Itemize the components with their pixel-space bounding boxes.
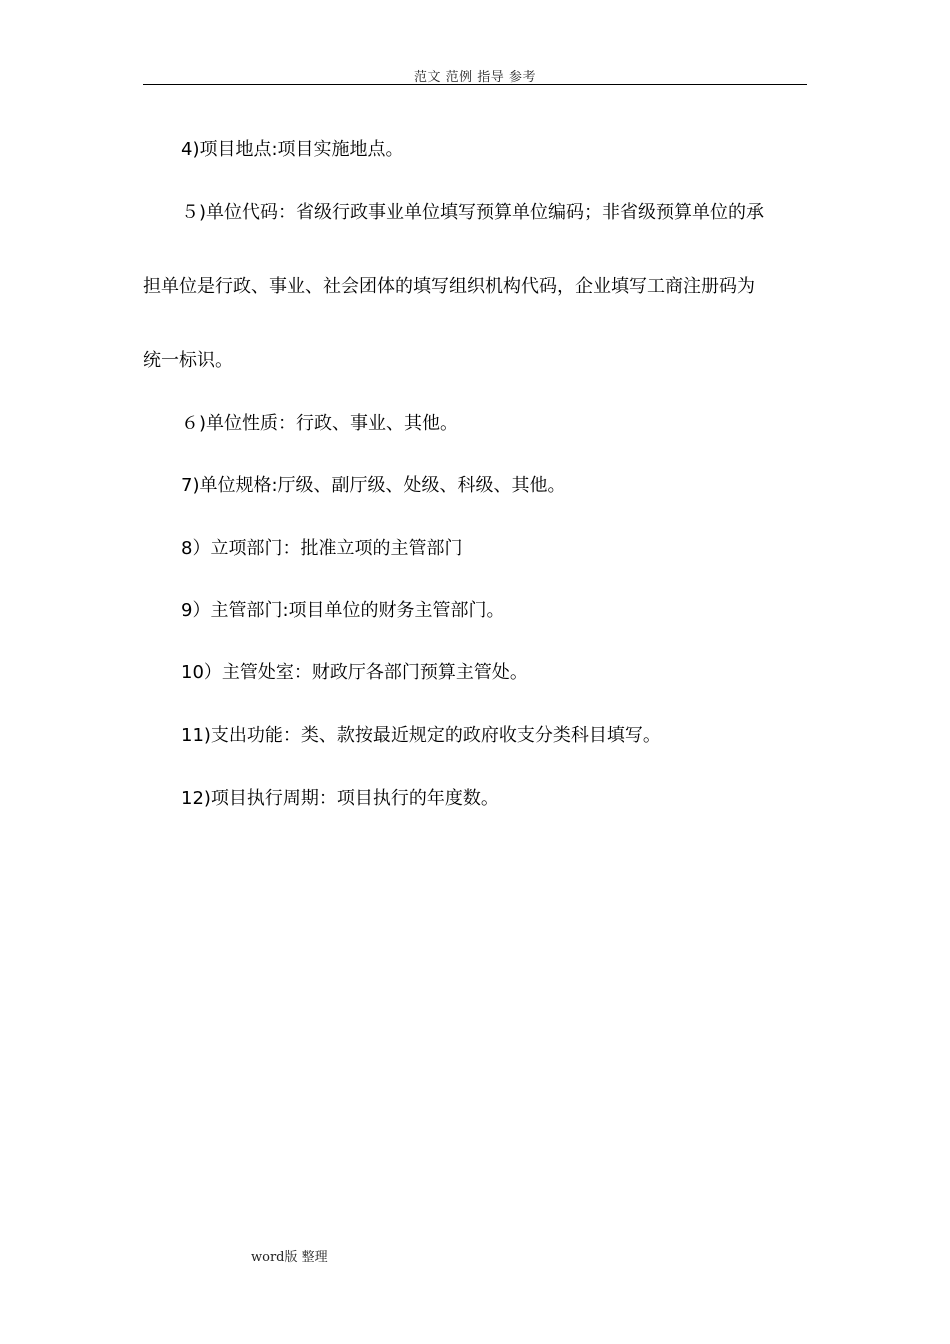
item-execution-period: 12)项目执行周期：项目执行的年度数。 (181, 788, 499, 809)
item-unit-code-continued: 担单位是行政、事业、社会团体的填写组织机构代码，企业填写工商注册码为 (143, 276, 755, 297)
item-expenditure-function: 11)支出功能：类、款按最近规定的政府收支分类科目填写。 (181, 725, 661, 746)
item-unit-nature: ６)单位性质：行政、事业、其他。 (181, 413, 459, 434)
header-divider (143, 84, 807, 85)
item-unit-code: ５)单位代码：省级行政事业单位填写预算单位编码；非省级预算单位的承 (181, 202, 765, 223)
page-header: 范文 范例 指导 参考 (414, 70, 536, 85)
item-unit-level: 7)单位规格:厅级、副厅级、处级、科级、其他。 (181, 475, 566, 496)
item-project-location: 4)项目地点:项目实施地点。 (181, 139, 404, 160)
item-unit-code-end: 统一标识。 (143, 350, 233, 371)
item-supervising-office: 10）主管处室：财政厅各部门预算主管处。 (181, 662, 528, 683)
item-supervising-department: 9）主管部门:项目单位的财务主管部门。 (181, 600, 505, 621)
item-approving-department: 8）立项部门：批准立项的主管部门 (181, 538, 463, 559)
page-footer: word版 整理 (251, 1250, 328, 1265)
